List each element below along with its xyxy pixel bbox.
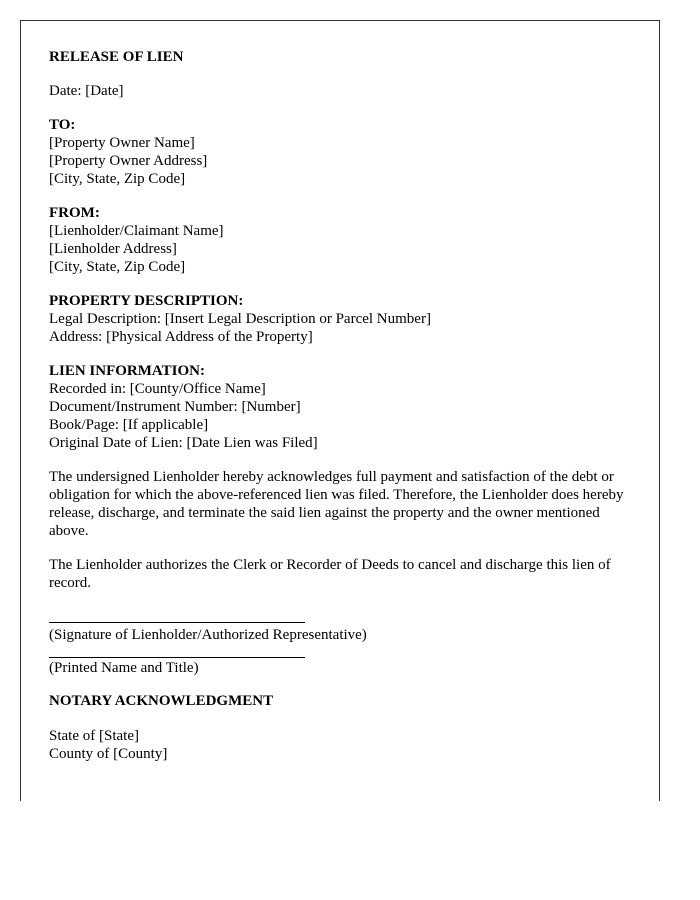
lien-line: Original Date of Lien: [Date Lien was Filed] [49, 435, 318, 451]
lien-section [49, 362, 639, 452]
lien-line: Book/Page: [If applicable] [49, 417, 209, 433]
from-line: [City, State, Zip Code] [49, 259, 186, 275]
property-line: Legal Description: [Insert Legal Description or Parcel Number] [49, 311, 431, 327]
property-heading: PROPERTY DESCRIPTION: [49, 293, 244, 309]
notary-heading: NOTARY ACKNOWLEDGMENT [49, 693, 274, 709]
notary-section [49, 727, 659, 763]
signature-caption: (Signature of Lienholder/Authorized Representative) [49, 627, 367, 643]
notary-line: State of [State] [49, 728, 139, 744]
to-line: [Property Owner Address] [49, 153, 208, 169]
from-line: [Lienholder/Claimant Name] [49, 223, 224, 239]
notary-line: County of [County] [49, 746, 168, 762]
date-line: Date: [Date] [49, 83, 124, 99]
document-page [20, 20, 660, 801]
from-line: [Lienholder Address] [49, 241, 177, 257]
from-heading: FROM: [49, 205, 100, 221]
printed-name-line [49, 644, 305, 658]
release-paragraph: The undersigned Lienholder hereby acknowledges full payment and satisfaction of the debt or obligation for which the above-referenced lien was filed. Therefore, the Lienholder does hereby release, discharge, and terminate the said lien against the property and the owner mentioned above. [49, 469, 624, 539]
to-line: [Property Owner Name] [49, 135, 195, 151]
lien-line: Document/Instrument Number: [Number] [49, 399, 301, 415]
signature-line [49, 592, 305, 623]
property-line: Address: [Physical Address of the Property] [49, 329, 313, 345]
lien-line: Recorded in: [County/Office Name] [49, 381, 266, 397]
authorization-paragraph: The Lienholder authorizes the Clerk or Recorder of Deeds to cancel and discharge this lien of record. [49, 557, 611, 591]
lien-heading: LIEN INFORMATION: [49, 363, 205, 379]
printed-name-caption: (Printed Name and Title) [49, 660, 199, 676]
to-section [49, 116, 639, 188]
document-title: RELEASE OF LIEN [49, 49, 184, 65]
to-line: [City, State, Zip Code] [49, 171, 186, 187]
from-section [49, 204, 639, 276]
to-heading: TO: [49, 117, 76, 133]
property-section [49, 292, 639, 346]
